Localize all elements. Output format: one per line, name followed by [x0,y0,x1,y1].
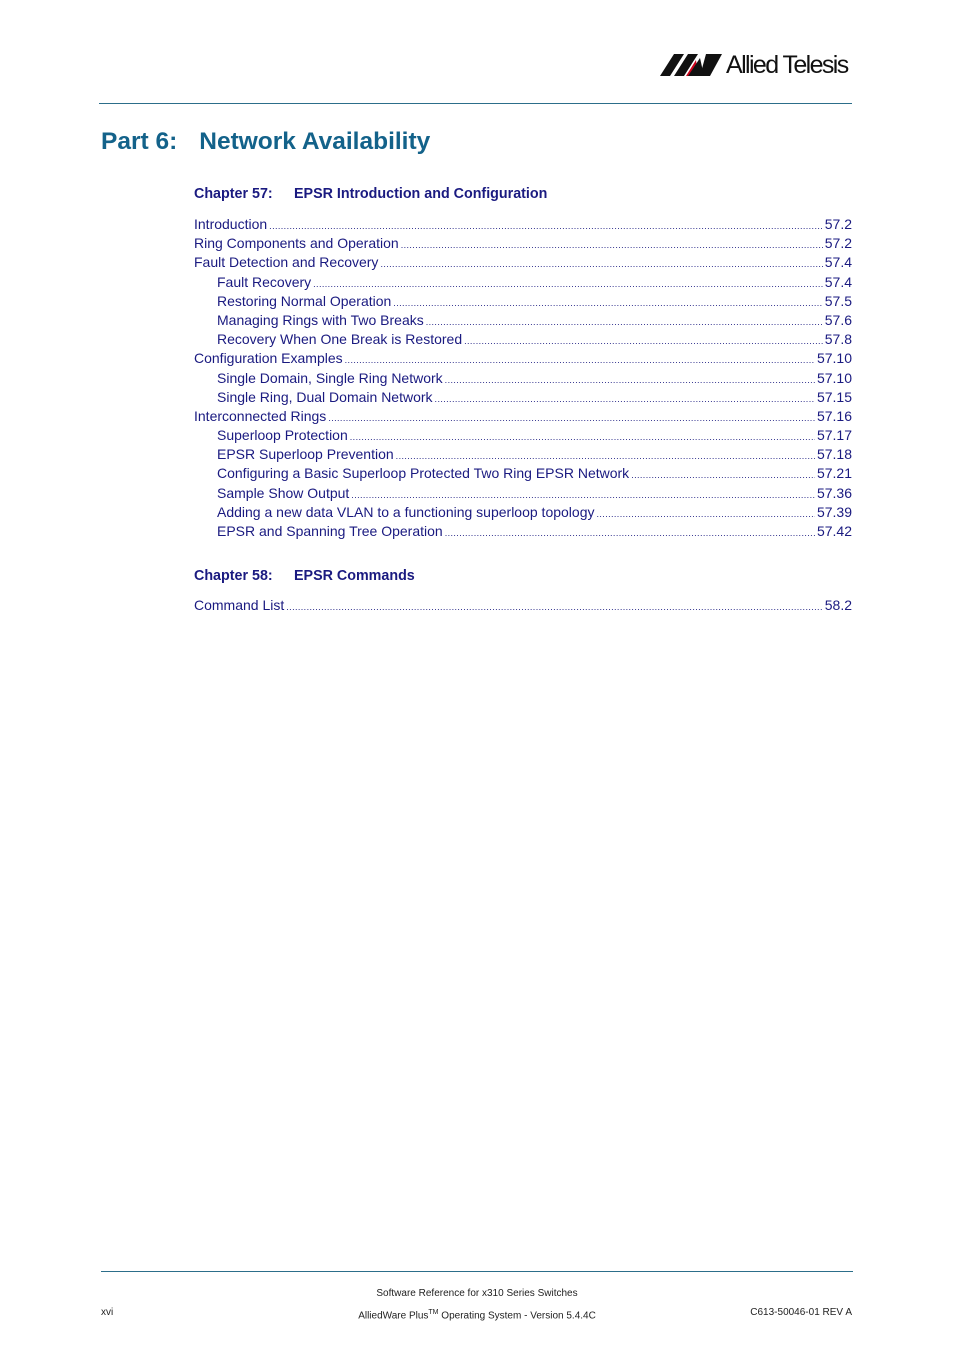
toc-entry-page: 57.15 [816,388,852,405]
toc-entry-page: 58.2 [824,597,852,613]
toc-entry-page: 57.4 [824,254,852,271]
toc-leader [445,371,815,390]
toc-entry-label: Introduction [194,216,268,232]
toc-entry-label: Adding a new data VLAN to a functioning superloop topology [217,503,595,520]
toc-entry-label: Ring Components and Operation [194,235,399,252]
toc-leader [328,409,815,428]
chapter-label: Chapter 57: [194,186,273,202]
allied-telesis-logo [660,48,854,82]
chapter-label: Chapter 58: [194,568,273,584]
toc-entry-page: 57.36 [816,484,852,501]
toc-entry-page: 57.2 [824,235,852,252]
toc-entry-page: 57.8 [824,331,852,348]
toc-entry-page: 57.2 [824,216,852,232]
toc-subentry[interactable] [194,522,852,541]
footer-product-line: AlliedWare Plus™ Operating System - Version 5.4.4C [358,1309,596,1322]
toc-entry-label: Configuring a Basic Superloop Protected Two Ring EPSR Network [217,465,630,482]
allied-telesis-logo-icon [660,54,722,76]
toc-entry-label: Configuration Examples [194,350,343,367]
toc-subentry[interactable] [194,292,852,311]
header-rule [99,103,852,104]
toc-leader [350,428,815,447]
toc-leader [380,255,822,274]
toc-entry-label: Single Ring, Dual Domain Network [217,388,433,405]
toc-entry-page: 57.17 [816,427,852,444]
toc-subentry[interactable] [194,273,852,292]
toc-entry-page: 57.39 [816,503,852,520]
toc-leader [286,598,822,617]
toc-entry-label: EPSR Superloop Prevention [217,446,394,463]
toc-subentry[interactable] [194,369,852,388]
toc-entry-label: Managing Rings with Two Breaks [217,311,424,328]
toc-subentry[interactable] [194,503,852,522]
toc-entry-label: Fault Detection and Recovery [194,254,379,271]
toc-entry-label: Recovery When One Break is Restored [217,331,463,348]
toc-entry-page: 57.16 [816,407,852,424]
chapter-title: EPSR Introduction and Configuration [294,186,548,202]
toc-entry-label: Fault Recovery [217,273,312,290]
toc-subentry[interactable] [194,388,852,407]
toc-subentry[interactable] [194,445,852,464]
toc-subentry[interactable] [194,426,852,445]
toc-subentry[interactable] [194,464,852,483]
toc-leader [426,313,823,332]
toc-entry-label: Superloop Protection [217,427,348,444]
toc-subentry[interactable] [194,330,852,349]
toc-entry-label: Interconnected Rings [194,407,327,424]
part-title [101,125,430,159]
toc-entry-page: 57.21 [816,465,852,482]
toc-entry-label: Restoring Normal Operation [217,292,392,309]
toc-entry-page: 57.18 [816,446,852,463]
toc-entry[interactable] [194,253,852,272]
chapter-heading [194,567,415,585]
toc-entry[interactable] [194,596,852,615]
toc-leader [401,236,823,255]
toc-entry[interactable] [194,234,852,253]
part-number: Part 6: [101,128,178,155]
toc-entry[interactable] [194,407,852,426]
footer-doc-code: C613-50046-01 REV A [750,1307,852,1318]
toc-leader [464,332,823,351]
toc-leader [393,294,822,313]
toc-list [194,215,852,541]
toc-entry-label: EPSR and Spanning Tree Operation [217,523,443,539]
toc-entry-page: 57.6 [824,311,852,328]
chapter-title: EPSR Commands [294,568,415,584]
toc-entry[interactable] [194,215,852,234]
part-name: Network Availability [199,128,431,155]
toc-leader [597,505,815,524]
toc-entry-page: 57.10 [816,350,852,367]
footer-page-number: xvi [101,1307,114,1318]
toc-entry-label: Single Domain, Single Ring Network [217,369,443,386]
toc-leader [435,390,815,409]
toc-entry-label: Command List [194,597,285,613]
chapter-heading [194,185,548,203]
toc-entry-label: Sample Show Output [217,484,350,501]
toc-subentry[interactable] [194,311,852,330]
logo-wordmark: Allied Telesis [726,51,848,79]
toc-leader [631,466,815,485]
toc-entry-page: 57.10 [816,369,852,386]
toc-list [194,596,852,615]
footer-rule [101,1271,853,1272]
footer-title: Software Reference for x310 Series Switches [376,1288,578,1299]
toc-subentry[interactable] [194,484,852,503]
toc-entry-page: 57.4 [824,273,852,290]
toc-entry-page: 57.42 [816,523,852,539]
toc-entry[interactable] [194,349,852,368]
toc-leader [445,524,815,543]
toc-entry-page: 57.5 [824,292,852,309]
